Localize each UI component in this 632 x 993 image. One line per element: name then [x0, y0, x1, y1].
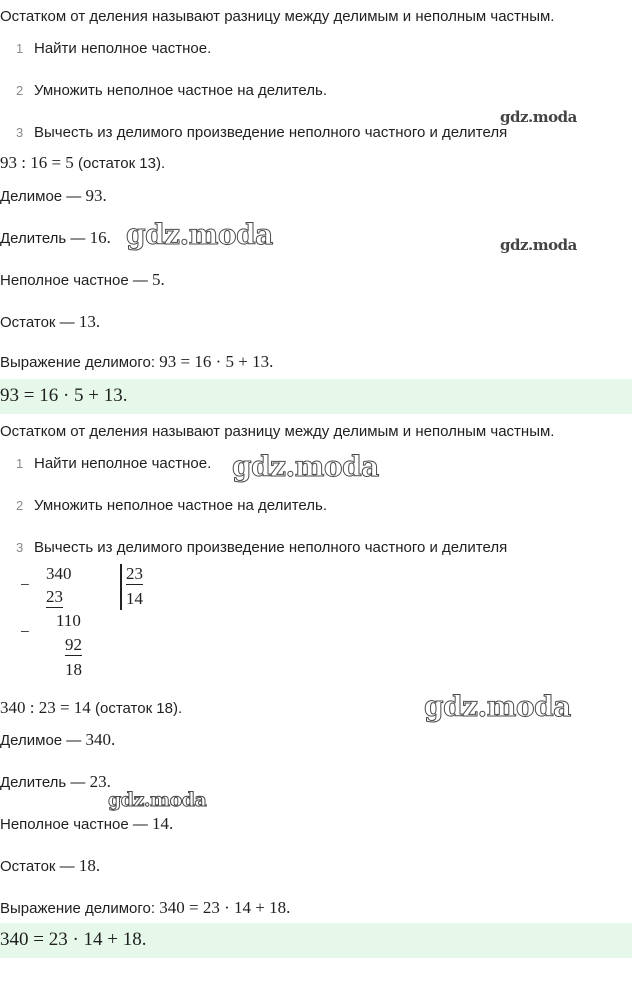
step-number: 3	[16, 125, 24, 140]
answer-box-2	[0, 923, 632, 958]
expression-label: Выражение делимого:	[0, 900, 160, 917]
divisor-line-2	[0, 772, 111, 792]
step-1	[16, 455, 211, 472]
step-text: Вычесть из делимого произведение неполного частного и делителя	[34, 539, 508, 556]
step-number: 2	[16, 498, 24, 513]
watermark: gdz.moda	[500, 108, 577, 126]
quotient-label: Неполное частное —	[0, 272, 153, 289]
remainder-value: 13.	[78, 312, 101, 331]
minus-sign: −	[20, 622, 30, 641]
division-expression: 93 : 16 = 5	[0, 153, 74, 172]
expression-label: Выражение делимого:	[0, 354, 160, 371]
step-3	[16, 539, 507, 556]
ld-subtrahend-1: 23	[46, 587, 63, 606]
remainder-line-1	[0, 312, 100, 332]
step-text: Найти неполное частное.	[34, 40, 212, 57]
division-line-2	[0, 698, 182, 718]
division-expression: 340 : 23 = 14	[0, 698, 91, 717]
expression-line-2	[0, 898, 290, 918]
step-number: 1	[16, 456, 24, 471]
watermark: gdz.moda	[500, 236, 577, 254]
ld-remainder: 18	[65, 660, 82, 679]
dividend-line-2	[0, 730, 115, 750]
ld-vertical-bar	[120, 564, 122, 610]
divisor-label: Делитель —	[0, 230, 90, 247]
dividend-label: Делимое —	[0, 188, 86, 205]
divisor-value: 16.	[89, 228, 111, 247]
step-number: 2	[16, 83, 24, 98]
dividend-line-1	[0, 186, 107, 206]
remainder-line-2	[0, 856, 100, 876]
division-line-1	[0, 153, 165, 173]
expression-value: 340 = 23 · 14 + 18.	[159, 898, 291, 917]
quotient-value: 14.	[152, 814, 174, 833]
ld-dividend: 340	[46, 564, 72, 583]
watermark: gdz.moda	[108, 789, 207, 811]
divisor-value: 23.	[89, 772, 111, 791]
step-2	[16, 82, 327, 99]
step-text: Найти неполное частное.	[34, 455, 212, 472]
ld-middle: 110	[56, 611, 81, 630]
step-1	[16, 40, 211, 57]
expression-value: 93 = 16 · 5 + 13.	[159, 352, 274, 371]
answer-text: 93 = 16 · 5 + 13.	[0, 385, 128, 406]
quotient-label: Неполное частное —	[0, 816, 153, 833]
dividend-value: 93.	[85, 186, 107, 205]
step-text: Умножить неполное частное на делитель.	[34, 497, 328, 514]
ld-subtrahend-2: 92	[65, 635, 82, 654]
remainder-value: 18.	[78, 856, 101, 875]
quotient-line-1	[0, 270, 165, 290]
watermark: gdz.moda	[424, 690, 571, 723]
minus-sign: −	[20, 575, 30, 594]
expression-line-1	[0, 352, 273, 372]
division-remainder: (остаток 13).	[77, 155, 166, 172]
divisor-label: Делитель —	[0, 774, 90, 791]
dividend-label: Делимое —	[0, 732, 86, 749]
division-remainder: (остаток 18).	[94, 700, 183, 717]
quotient-value: 5.	[152, 270, 165, 289]
divisor-line-1	[0, 228, 111, 248]
step-number: 3	[16, 540, 24, 555]
intro-text-2: Остатком от деления называют разницу между делимым и неполным частным.	[0, 423, 555, 440]
remainder-label: Остаток —	[0, 858, 79, 875]
step-3	[16, 124, 507, 141]
step-text: Вычесть из делимого произведение неполного частного и делителя	[34, 124, 508, 141]
step-2	[16, 497, 327, 514]
watermark: gdz.moda	[126, 218, 273, 251]
answer-box-1	[0, 379, 632, 414]
remainder-label: Остаток —	[0, 314, 79, 331]
answer-text: 340 = 23 · 14 + 18.	[0, 929, 147, 950]
intro-text-1: Остатком от деления называют разницу между делимым и неполным частным.	[0, 8, 555, 25]
ld-quotient: 14	[126, 589, 143, 608]
watermark: gdz.moda	[232, 450, 379, 483]
step-number: 1	[16, 41, 24, 56]
ld-divisor: 23	[126, 564, 143, 583]
step-text: Умножить неполное частное на делитель.	[34, 82, 328, 99]
quotient-line-2	[0, 814, 173, 834]
dividend-value: 340.	[85, 730, 116, 749]
